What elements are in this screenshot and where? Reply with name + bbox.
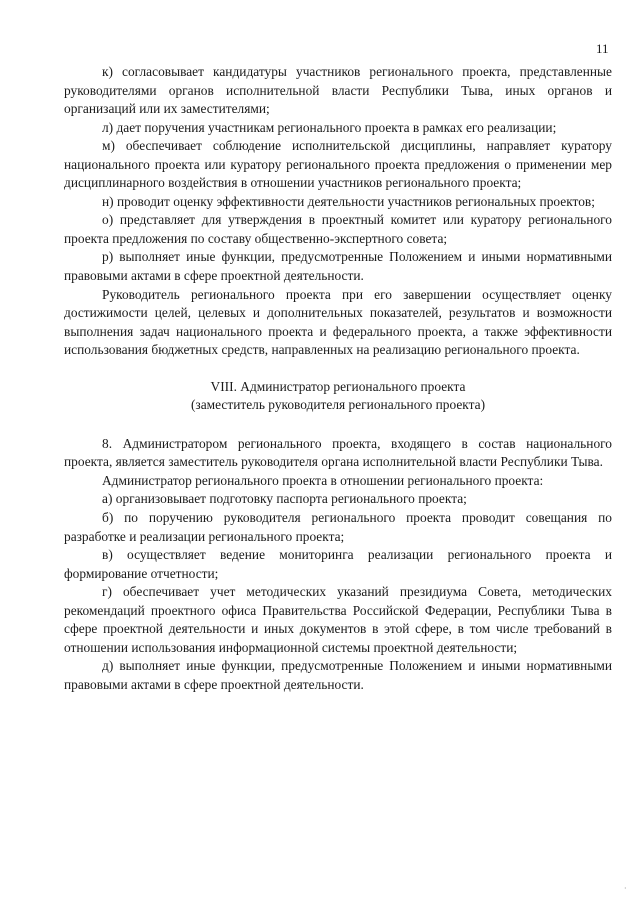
- paragraph-o: о) представляет для утверждения в проектный комитет или куратору регионального проекта предложения по составу общественно-экспертного совета;: [64, 212, 612, 246]
- paragraph-r: р) выполняет иные функции, предусмотренные Положением и иными нормативными правовыми актами в сфере проектной деятельности.: [64, 249, 612, 284]
- paragraph-m: м) обеспечивает соблюдение исполнительской дисциплины, направляет куратору национального проекта или куратору регионального проекта предложения о применении мер дисциплинарного воздействия в отношении участников регионального проекта;: [64, 138, 612, 191]
- section-subtitle: (заместитель руководителя регионального проекта): [190, 397, 486, 413]
- paragraph-a: а) организовывает подготовку паспорта регионального проекта;: [102, 491, 467, 507]
- paragraph-l: л) дает поручения участникам регионального проекта в рамках его реализации;: [102, 119, 557, 135]
- paragraph-d: д) выполняет иные функции, предусмотренные Положением и иными нормативными правовыми актами в сфере проектной деятельности.: [64, 658, 612, 692]
- paragraph-k: к) согласовывает кандидатуры участников регионального проекта, представленные руководителями органов исполнительной власти Республики Тыва, иных органов и организаций или их заместителями;: [64, 64, 612, 117]
- paragraph-administrator-intro: Администратор регионального проекта в отношении регионального проекта:: [102, 472, 544, 488]
- paragraph-project-lead-assessment: Руководитель регионального проекта при его завершении осуществляет оценку достижимости целей, целевых и дополнительных показателей, результатов и возможности выполнения задач национального проекта и федерального проекта, а также эффективности использования бюджетных средств, направленных на реализацию регионального проекта.: [64, 286, 612, 358]
- paragraph-n: н) проводит оценку эффективности деятельности участников региональных проектов;: [102, 193, 595, 209]
- paragraph-v: в) осуществляет ведение мониторинга реализации регионального проекта и формирование отчетности;: [64, 547, 612, 581]
- page-number: 11: [596, 41, 609, 56]
- section-heading: [64, 378, 612, 415]
- paragraph-b: б) по поручению руководителя регионального проекта проводит совещания по разработке и реализации регионального проекта;: [64, 510, 612, 544]
- document-body: [64, 63, 612, 695]
- paragraph-8: 8. Администратором регионального проекта, входящего в состав национального проекта, является заместитель руководителя органа исполнительной власти Республики Тыва.: [64, 435, 612, 470]
- paragraph-g: г) обеспечивает учет методических указаний президиума Совета, методических рекомендаций проектного офиса Правительства Российской Федерации, Республики Тыва в сфере проектной деятельности и иных документов в этой сфере, в том числе требований в отношении использования информационной системы проектной деятельности;: [64, 584, 612, 655]
- section-title: VIII. Администратор регионального проекта: [210, 378, 466, 394]
- scan-speck: ·: [624, 884, 627, 893]
